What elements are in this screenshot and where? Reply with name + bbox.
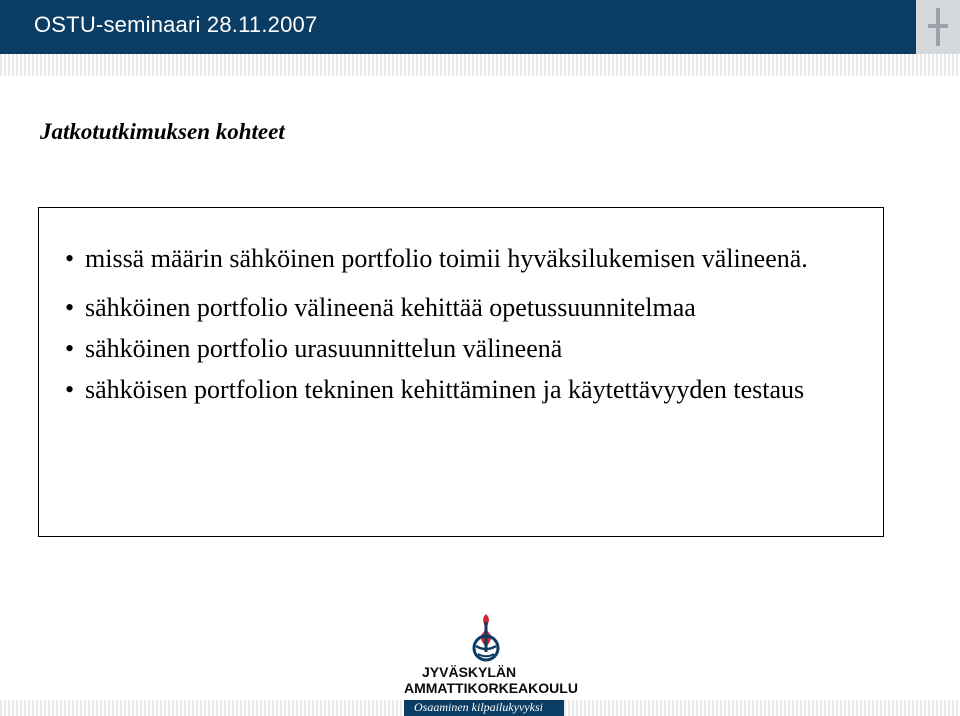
header-texture-strip bbox=[0, 54, 960, 76]
tagline-bar bbox=[404, 700, 564, 716]
logo-line1: JYVÄSKYLÄN bbox=[422, 664, 517, 680]
header-bar bbox=[0, 0, 960, 54]
corner-emblem-icon bbox=[924, 6, 952, 48]
corner-emblem bbox=[916, 0, 960, 54]
logo-line2: AMMATTIKORKEAKOULU bbox=[404, 680, 578, 696]
content-box bbox=[38, 207, 884, 537]
bullet-item bbox=[65, 289, 865, 326]
bullet-text: sähköinen portfolio urasuunnittelun välineenä bbox=[85, 334, 563, 363]
bullet-item bbox=[65, 371, 865, 408]
bullet-item bbox=[65, 240, 865, 277]
bullet-dot-icon: • bbox=[65, 293, 75, 322]
jamk-logo bbox=[404, 612, 594, 696]
flame-globe-icon bbox=[404, 612, 594, 664]
bullet-dot-icon: • bbox=[65, 375, 75, 404]
bullet-item bbox=[65, 330, 865, 367]
header-title: OSTU-seminaari 28.11.2007 bbox=[34, 12, 318, 37]
bullet-text: missä määrin sähköinen portfolio toimii hyväksilukemisen välineenä. bbox=[85, 244, 808, 273]
slide-title: Jatkotutkimuksen kohteet bbox=[40, 119, 285, 144]
tagline-text: Osaaminen kilpailukyvyksi bbox=[414, 700, 543, 714]
bullet-text: sähköinen portfolio välineenä kehittää opetussuunnitelmaa bbox=[85, 293, 696, 322]
bullet-text: sähköisen portfolion tekninen kehittäminen ja käytettävyyden testaus bbox=[85, 375, 805, 404]
bullet-dot-icon: • bbox=[65, 244, 75, 273]
bullet-list bbox=[65, 240, 865, 408]
bullet-dot-icon: • bbox=[65, 334, 75, 363]
